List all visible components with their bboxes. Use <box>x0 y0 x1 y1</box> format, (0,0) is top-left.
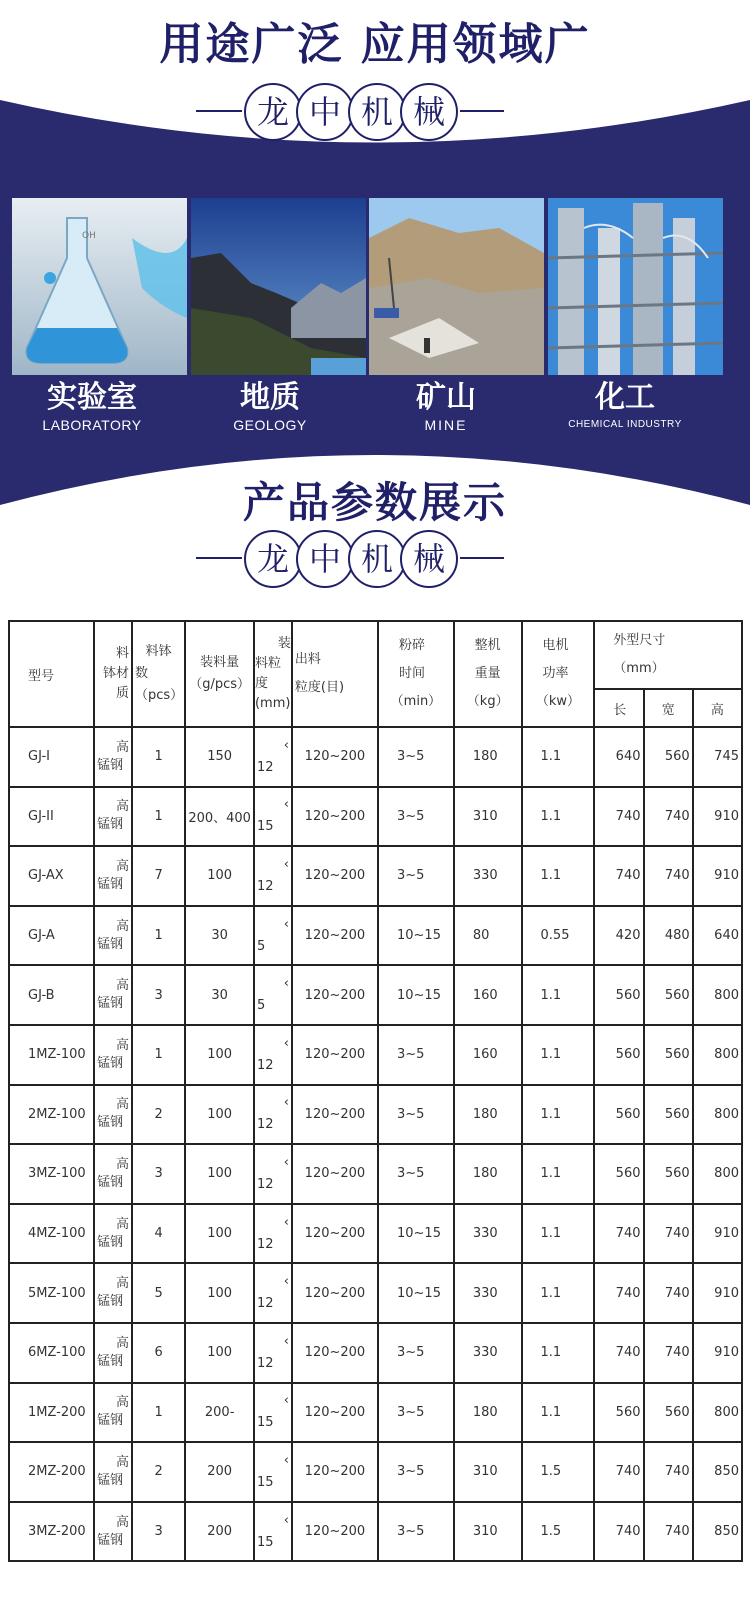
table-row <box>9 846 742 906</box>
cell-output-size: 120~200 <box>292 787 378 847</box>
cell-width: 560 <box>644 1383 693 1443</box>
brand-char: 中 <box>296 83 354 141</box>
cell-power: 1.5 <box>522 1502 595 1562</box>
brand-char: 机 <box>348 83 406 141</box>
svg-text:OH: OH <box>82 231 96 241</box>
cell-load: 200 <box>185 1502 254 1562</box>
cell-feed-size: ‹ 15 <box>254 787 292 847</box>
cell-weight: 330 <box>454 1204 522 1264</box>
cell-height: 800 <box>693 1383 742 1443</box>
cell-weight: 180 <box>454 1144 522 1204</box>
cell-material: 高 锰钢 <box>94 1144 132 1204</box>
cell-time: 3~5 <box>378 727 454 787</box>
cell-load: 30 <box>185 906 254 966</box>
cell-power: 1.1 <box>522 1085 595 1145</box>
cell-output-size: 120~200 <box>292 846 378 906</box>
cell-feed-size: ‹ 12 <box>254 727 292 787</box>
cell-width: 740 <box>644 1263 693 1323</box>
cell-length: 560 <box>594 1085 643 1145</box>
cell-weight: 330 <box>454 846 522 906</box>
brand-char: 龙 <box>244 83 302 141</box>
header-height: 高 <box>693 689 742 727</box>
caption-zh: 地质 <box>240 380 300 415</box>
cell-power: 1.1 <box>522 1383 595 1443</box>
cell-width: 480 <box>644 906 693 966</box>
cell-material: 高 锰钢 <box>94 846 132 906</box>
brand-line-left <box>196 110 242 112</box>
header-material: 料 钵材质 <box>94 621 132 727</box>
cell-model: 5MZ-100 <box>9 1263 94 1323</box>
table-row <box>9 1502 742 1562</box>
cell-feed-size: ‹ 5 <box>254 965 292 1025</box>
header-output-size: 出料 粒度(目) <box>292 621 378 727</box>
cell-length: 740 <box>594 1323 643 1383</box>
caption-chemical <box>535 380 715 434</box>
caption-mine <box>356 380 536 434</box>
cell-output-size: 120~200 <box>292 1323 378 1383</box>
cell-material: 高 锰钢 <box>94 1502 132 1562</box>
table-row <box>9 1144 742 1204</box>
cell-time: 3~5 <box>378 1144 454 1204</box>
header-weight: 整机 重量 （kg） <box>454 621 522 727</box>
cell-height: 850 <box>693 1502 742 1562</box>
cell-length: 560 <box>594 965 643 1025</box>
cell-output-size: 120~200 <box>292 1502 378 1562</box>
cell-width: 560 <box>644 965 693 1025</box>
cell-load: 100 <box>185 1323 254 1383</box>
table-row <box>9 1085 742 1145</box>
cell-feed-size: ‹ 12 <box>254 1263 292 1323</box>
cell-height: 910 <box>693 787 742 847</box>
cell-time: 3~5 <box>378 1085 454 1145</box>
cell-load: 150 <box>185 727 254 787</box>
cell-length: 740 <box>594 1502 643 1562</box>
cell-count: 3 <box>132 965 185 1025</box>
cell-material: 高 锰钢 <box>94 965 132 1025</box>
cell-material: 高 锰钢 <box>94 1323 132 1383</box>
caption-en: CHEMICAL INDUSTRY <box>568 419 682 430</box>
cell-feed-size: ‹ 12 <box>254 1025 292 1085</box>
brand-char: 龙 <box>244 530 302 588</box>
cell-time: 3~5 <box>378 846 454 906</box>
cell-feed-size: ‹ 15 <box>254 1502 292 1562</box>
cell-feed-size: ‹ 12 <box>254 1144 292 1204</box>
cell-time: 10~15 <box>378 1263 454 1323</box>
header-feed-size: 装 料粒 度 (mm) <box>254 621 292 727</box>
hero-title: 用途广泛 应用领域广 <box>159 19 591 70</box>
cell-width: 740 <box>644 1442 693 1502</box>
brand-line-left <box>196 557 242 559</box>
header-count: 料钵 数 （pcs） <box>132 621 185 727</box>
cell-count: 1 <box>132 1025 185 1085</box>
header-dimensions: 外型尺寸 （mm） <box>594 621 742 689</box>
cell-time: 3~5 <box>378 787 454 847</box>
cell-width: 560 <box>644 1085 693 1145</box>
cell-width: 560 <box>644 1025 693 1085</box>
caption-zh: 矿山 <box>416 380 476 415</box>
caption-geology <box>180 380 360 434</box>
table-row <box>9 965 742 1025</box>
cell-length: 560 <box>594 1144 643 1204</box>
cell-feed-size: ‹ 12 <box>254 1323 292 1383</box>
brand-char: 机 <box>348 530 406 588</box>
cell-model: 1MZ-100 <box>9 1025 94 1085</box>
cell-material: 高 锰钢 <box>94 1263 132 1323</box>
brand-line-right <box>460 557 504 559</box>
header-power: 电机 功率 （kw） <box>522 621 595 727</box>
cell-feed-size: ‹ 12 <box>254 846 292 906</box>
table-row <box>9 727 742 787</box>
cell-height: 910 <box>693 1323 742 1383</box>
cell-output-size: 120~200 <box>292 1085 378 1145</box>
cell-weight: 330 <box>454 1263 522 1323</box>
cell-count: 2 <box>132 1442 185 1502</box>
cell-material: 高 锰钢 <box>94 1383 132 1443</box>
cell-feed-size: ‹ 12 <box>254 1085 292 1145</box>
cell-power: 0.55 <box>522 906 595 966</box>
cell-time: 3~5 <box>378 1383 454 1443</box>
cell-load: 100 <box>185 846 254 906</box>
cell-model: 2MZ-100 <box>9 1085 94 1145</box>
parameter-table <box>8 620 743 1562</box>
cell-output-size: 120~200 <box>292 1442 378 1502</box>
cell-model: 6MZ-100 <box>9 1323 94 1383</box>
cell-length: 740 <box>594 1263 643 1323</box>
table-row <box>9 1204 742 1264</box>
header-length: 长 <box>594 689 643 727</box>
cell-height: 910 <box>693 1263 742 1323</box>
header-load: 装料量 （g/pcs） <box>185 621 254 727</box>
cell-load: 200 <box>185 1442 254 1502</box>
laboratory-image <box>12 198 187 375</box>
cell-time: 10~15 <box>378 965 454 1025</box>
cell-power: 1.1 <box>522 1263 595 1323</box>
cell-length: 740 <box>594 787 643 847</box>
cell-weight: 330 <box>454 1323 522 1383</box>
cell-count: 6 <box>132 1323 185 1383</box>
cell-model: 3MZ-100 <box>9 1144 94 1204</box>
cell-width: 560 <box>644 1144 693 1204</box>
cell-count: 1 <box>132 1383 185 1443</box>
hero-brand-row <box>0 80 750 142</box>
cell-count: 5 <box>132 1263 185 1323</box>
cell-power: 1.1 <box>522 727 595 787</box>
chemical-image <box>548 198 723 375</box>
cell-height: 800 <box>693 1025 742 1085</box>
cell-time: 10~15 <box>378 1204 454 1264</box>
cell-width: 740 <box>644 1323 693 1383</box>
section-title: 产品参数展示 <box>242 478 507 527</box>
cell-material: 高 锰钢 <box>94 1442 132 1502</box>
header-model: 型号 <box>9 621 94 727</box>
cell-load: 100 <box>185 1085 254 1145</box>
table-row <box>9 906 742 966</box>
cell-time: 10~15 <box>378 906 454 966</box>
cell-load: 30 <box>185 965 254 1025</box>
cell-material: 高 锰钢 <box>94 1085 132 1145</box>
cell-model: GJ-AX <box>9 846 94 906</box>
cell-load: 100 <box>185 1025 254 1085</box>
cell-time: 3~5 <box>378 1323 454 1383</box>
cell-output-size: 120~200 <box>292 1204 378 1264</box>
caption-en: MINE <box>424 417 468 433</box>
cell-output-size: 120~200 <box>292 1025 378 1085</box>
cell-weight: 180 <box>454 1085 522 1145</box>
cell-height: 745 <box>693 727 742 787</box>
cell-output-size: 120~200 <box>292 965 378 1025</box>
cell-power: 1.1 <box>522 1144 595 1204</box>
caption-en: GEOLOGY <box>233 417 307 433</box>
table-row <box>9 1323 742 1383</box>
cell-model: 4MZ-100 <box>9 1204 94 1264</box>
cell-material: 高 锰钢 <box>94 787 132 847</box>
cell-material: 高 锰钢 <box>94 1025 132 1085</box>
caption-zh: 化工 <box>595 380 655 415</box>
cell-width: 740 <box>644 846 693 906</box>
cell-width: 740 <box>644 787 693 847</box>
cell-count: 1 <box>132 727 185 787</box>
cell-length: 740 <box>594 1204 643 1264</box>
cell-load: 100 <box>185 1263 254 1323</box>
cell-material: 高 锰钢 <box>94 727 132 787</box>
cell-count: 7 <box>132 846 185 906</box>
cell-output-size: 120~200 <box>292 1144 378 1204</box>
cell-load: 200- <box>185 1383 254 1443</box>
table-row <box>9 1263 742 1323</box>
header-width: 宽 <box>644 689 693 727</box>
cell-load: 200、400 <box>185 787 254 847</box>
cell-output-size: 120~200 <box>292 1263 378 1323</box>
caption-laboratory <box>2 380 182 434</box>
table-row <box>9 787 742 847</box>
brand-char: 械 <box>400 530 458 588</box>
cell-length: 640 <box>594 727 643 787</box>
cell-length: 740 <box>594 1442 643 1502</box>
cell-length: 740 <box>594 846 643 906</box>
cell-height: 910 <box>693 846 742 906</box>
cell-model: 1MZ-200 <box>9 1383 94 1443</box>
caption-zh: 实验室 <box>47 380 137 415</box>
brand-line-right <box>460 110 504 112</box>
cell-height: 800 <box>693 965 742 1025</box>
cell-power: 1.1 <box>522 1204 595 1264</box>
cell-width: 740 <box>644 1502 693 1562</box>
cell-height: 800 <box>693 1144 742 1204</box>
table-row <box>9 1383 742 1443</box>
cell-feed-size: ‹ 5 <box>254 906 292 966</box>
cell-width: 560 <box>644 727 693 787</box>
cell-power: 1.1 <box>522 1025 595 1085</box>
section-brand-row <box>0 527 750 589</box>
cell-weight: 310 <box>454 1502 522 1562</box>
cell-model: 3MZ-200 <box>9 1502 94 1562</box>
cell-feed-size: ‹ 15 <box>254 1442 292 1502</box>
cell-count: 3 <box>132 1144 185 1204</box>
cell-power: 1.1 <box>522 1323 595 1383</box>
cell-power: 1.1 <box>522 965 595 1025</box>
geology-image <box>191 198 366 375</box>
cell-time: 3~5 <box>378 1442 454 1502</box>
cell-model: GJ-A <box>9 906 94 966</box>
cell-feed-size: ‹ 12 <box>254 1204 292 1264</box>
cell-height: 800 <box>693 1085 742 1145</box>
table-row <box>9 1025 742 1085</box>
table-row <box>9 1442 742 1502</box>
caption-en: LABORATORY <box>42 417 142 433</box>
cell-count: 2 <box>132 1085 185 1145</box>
cell-output-size: 120~200 <box>292 1383 378 1443</box>
cell-height: 850 <box>693 1442 742 1502</box>
cell-output-size: 120~200 <box>292 906 378 966</box>
cell-width: 740 <box>644 1204 693 1264</box>
cell-weight: 180 <box>454 1383 522 1443</box>
cell-height: 640 <box>693 906 742 966</box>
cell-weight: 80 <box>454 906 522 966</box>
cell-weight: 160 <box>454 1025 522 1085</box>
cell-model: GJ-I <box>9 727 94 787</box>
cell-load: 100 <box>185 1204 254 1264</box>
cell-weight: 180 <box>454 727 522 787</box>
cell-material: 高 锰钢 <box>94 1204 132 1264</box>
cell-weight: 310 <box>454 787 522 847</box>
cell-count: 1 <box>132 906 185 966</box>
brand-char: 中 <box>296 530 354 588</box>
cell-count: 1 <box>132 787 185 847</box>
brand-char: 械 <box>400 83 458 141</box>
cell-power: 1.5 <box>522 1442 595 1502</box>
cell-power: 1.1 <box>522 787 595 847</box>
cell-power: 1.1 <box>522 846 595 906</box>
cell-output-size: 120~200 <box>292 727 378 787</box>
cell-model: 2MZ-200 <box>9 1442 94 1502</box>
cell-count: 4 <box>132 1204 185 1264</box>
cell-time: 3~5 <box>378 1502 454 1562</box>
cell-length: 560 <box>594 1025 643 1085</box>
header-time: 粉碎 时间 （min） <box>378 621 454 727</box>
cell-length: 560 <box>594 1383 643 1443</box>
mine-image <box>369 198 544 375</box>
cell-load: 100 <box>185 1144 254 1204</box>
cell-time: 3~5 <box>378 1025 454 1085</box>
cell-length: 420 <box>594 906 643 966</box>
cell-material: 高 锰钢 <box>94 906 132 966</box>
cell-weight: 310 <box>454 1442 522 1502</box>
cell-model: GJ-II <box>9 787 94 847</box>
cell-weight: 160 <box>454 965 522 1025</box>
cell-model: GJ-B <box>9 965 94 1025</box>
cell-feed-size: ‹ 15 <box>254 1383 292 1443</box>
cell-count: 3 <box>132 1502 185 1562</box>
cell-height: 910 <box>693 1204 742 1264</box>
